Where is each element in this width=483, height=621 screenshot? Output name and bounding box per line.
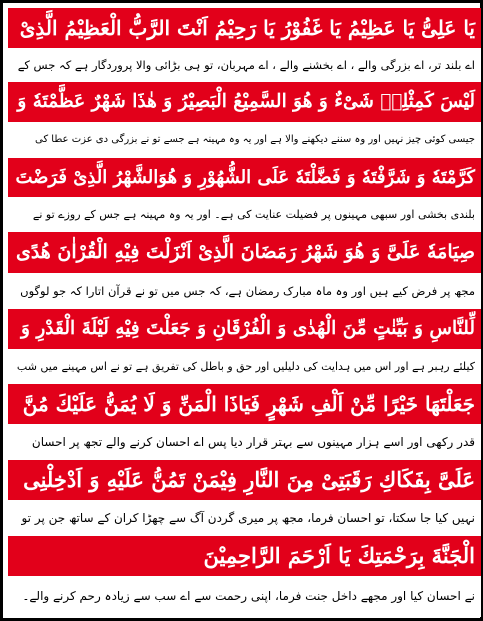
arabic-line-2: لَیْسَ کَمِثْلِهٖ شَیْءٌ وَ هُوَ السَّمِیْعُ الْبَصِیْرُ وَ هٰذَا شَهْرٌ عَظَّمْتَهٗ وَ [8,82,481,122]
urdu-line-3: بلندی بخشی اور سبھی مہینوں پر فضیلت عنایت کی ہے۔ اور یہ وہ مہینہ ہے جس کے روزے تو نے [8,197,481,232]
urdu-line-6: قدر رکھی اور اسے ہزار مہینوں سے بہتر قرار دیا پس اے احسان کرنے والے تجھ پر احسان [8,424,481,460]
arabic-line-6: جَعَلْتَهَا خَیْرًا مِّنْ اَلْفِ شَهْرٍ فَیَاذَا الْمَنِّ وَ لَا یُمَنُّ عَلَیْكَ مُنَّ [8,384,481,424]
arabic-line-8: الْجَنَّةَ بِرَحْمَتِكَ یَا اَرْحَمَ الرَّاحِمِیْنَ [8,536,481,576]
arabic-line-7: عَلَیَّ بِفَكَاكِ رَقَبَتِیْ مِنَ النَّارِ فِیْمَنْ تَمُنُّ عَلَیْهِ وَ اَدْخِلْنِی [8,460,481,500]
urdu-line-4: مجھ پر فرض کیے ہیں اور وہ ماہ مبارک رمضان ہے، کہ جس میں تو نے قرآن اتارا کہ جو لوگوں [8,273,481,309]
urdu-line-8: نے احسان کیا اور مجھے داخل جنت فرما، اپنی رحمت سے اے سب سے زیادہ رحم کرنے والے۔ [8,576,481,617]
urdu-line-2: جیسی کوئی چیز نہیں اور وہ سننے دیکھنے والا ہے اور یہ وہ مہینہ ہے جسے تو نے بزرگی دی عزت عطا کی [8,122,481,158]
arabic-line-5: لِّلنَّاسِ وَ بَیِّنٰتٍ مِّنَ الْهُدٰی وَ الْفُرْقَانِ وَ جَعَلْتَ فِیْهِ لَیْلَةَ الْقَدْرِ وَ [8,309,481,349]
arabic-line-3: کَرَّمْتَهٗ وَ شَرَّفْتَهٗ وَ فَضَّلْتَهٗ عَلَی الشُّهُوْرِ وَ هُوَالشَّهْرُ الَّذِیْ فَرَضْتَ [8,158,481,197]
arabic-line-1: یَا عَلِیُّ یَا عَظِیْمُ یَا غَفُوْرُ یَا رَحِیْمُ اَنْتَ الرَّبُّ الْعَظِیْمُ الَّذِیْ [8,8,481,48]
urdu-line-1: اے بلند تر، اے بزرگی والے ، اے بخشنے والے ، اے مہربان، تو ہی بڑائی والا پروردگار ہے کہ جس کے [8,48,481,82]
urdu-line-5: کیلئے رہبر ہے اور اس میں ہدایت کی دلیلیں اور حق و باطل کی تفریق ہے تو نے اس مہینے میں شب [8,349,481,384]
arabic-line-4: صِیَامَهٗ عَلَیَّ وَ هُوَ شَهْرُ رَمَضَانَ الَّذِیْ اَنْزَلْتَ فِیْهِ الْقُرْاٰنَ هُدًی [8,232,481,273]
urdu-line-7: نہیں کیا جا سکتا، تو احسان فرما، مجھ پر میری گردن آگ سے چھڑا کران کے ساتھ جن پر تو [8,500,481,536]
